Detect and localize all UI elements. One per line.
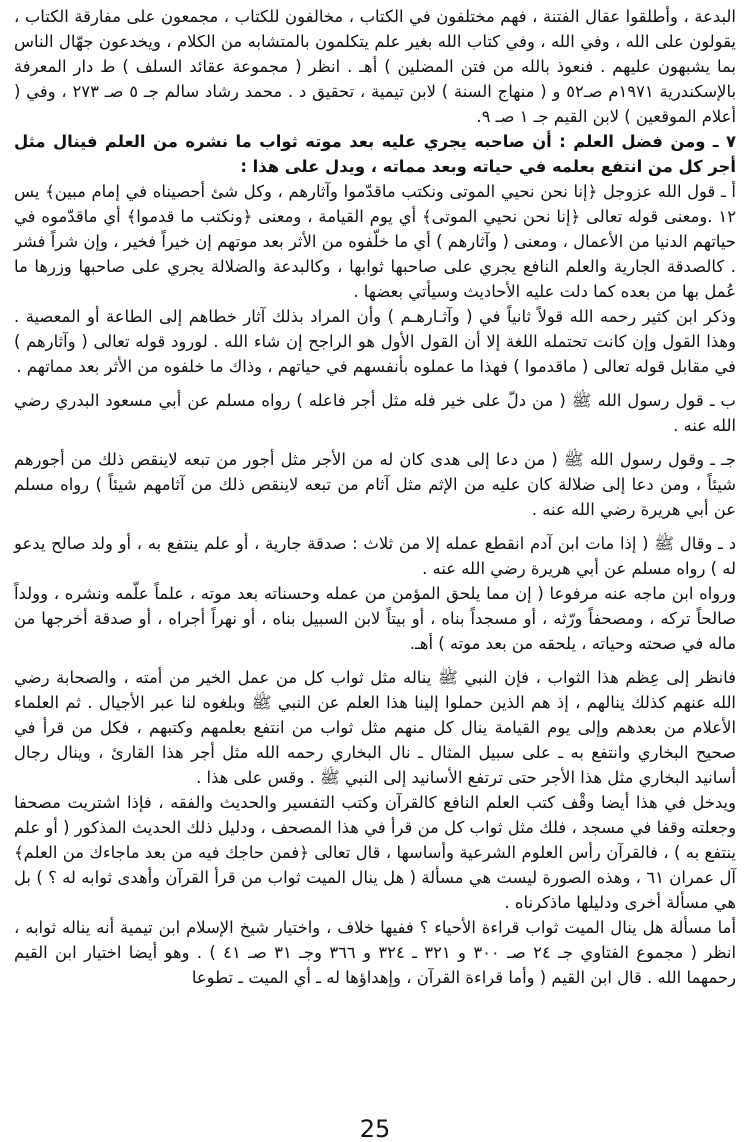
paragraph-evidence-b: ب ـ قول رسول الله ﷺ ( من دلّ على خير فله مثل أجر فاعله ) رواه مسلم عن أبي مسعود البدري رضي الله عنه . bbox=[14, 391, 736, 435]
body-text bbox=[14, 4, 736, 990]
paragraph-point-7: ٧ ـ ومن فضل العلم : أن صاحبه يجري عليه بعد موته ثواب ما نشره من العلم فينال مثل أجر كل من انتفع بعلمه في حياته وبعد مماته ، ويدل على هذا : bbox=[14, 132, 736, 176]
paragraph-evidence-a: أ ـ قول الله عزوجل ﴿إنا نحن نحيي الموتى ونكتب ماقدّموا وآثارهم ، وكل شئ أحصيناه في إمام مبين﴾ يس ١٢ .ومعنى قوله تعالى ﴿إنا نحن نحيي الموتى﴾ أي يوم القيامة ، ومعنى ﴿ونكتب ما قدموا﴾ أي ماقدّموه في حياتهم الدنيا من الأعمال ، ومعنى ( وآثارهم ) أي ما خلّفوه من الأثر بعد موتهم إن خيراً فخير ، وإن شراً فشر . كالصدقة الجارية والعلم النافع يجري على صاحبها ثوابها ، وكالبدعة والضلالة يجري على صاحبها وزرها ما عُمل بها من بعده كما دلت عليه الأحاديث وسيأتي بعضها . bbox=[14, 182, 736, 301]
page-number: 25 bbox=[359, 1115, 391, 1142]
paragraph-reward: فانظر إلى عِظم هذا الثواب ، فإن النبي ﷺ يناله مثل ثواب كل من عمل الخير من أمته ، والصحابة رضي الله عنهم كذلك ينالهم ، إذ هم الذين حملوا إلينا هذا العلم عن النبي ﷺ وبلغوه لنا عبر الأجيال . ثم العلماء الأعلام من بعدهم وإلى يوم القيامة ينال كل منهم مثل ثواب من انتفع بعلمهم وكتبهم ، فكل من قرأ في صحيح البخاري وانتفع به ـ على سبيل المثال ـ نال البخاري رحمه الله مثل أجر هذا القارئ ، وينال رجال أسانيد البخاري مثل هذا الأجر حتى ترتفع الأسانيد إلى النبي ﷺ . وقس على هذا . bbox=[14, 668, 736, 787]
paragraph-ibn-kathir: وذكر ابن كثير رحمه الله قولاً ثانياً في ( وآثـارهـم ) وأن المراد بذلك آثار خطاهم إلى الطاعة أو المعصية . وهذا القول وإن كانت تحتمله اللغة إلا أن القول الأول هو الراجح إن شاء الله . لورود قوله تعالى ( وآثارهم ) في مقابل قوله تعالى ( ماقدموا ) فهذا ما عملوه بأنفسهم في حياتهم ، وذاك ما خلفوه من الأثر بعد مماتهم . bbox=[14, 307, 736, 376]
paragraph-recitation: أما مسألة هل ينال الميت ثواب قراءة الأحياء ؟ ففيها خلاف ، واختيار شيخ الإسلام ابن تيمية أنه يناله ثوابه ، انظر ( مجموع الفتاوي جـ ٢٤ صـ ٣٠٠ و ٣٢١ ـ ٣٢٤ و ٣٦٦ وجـ ٣١ صـ ٤١ ) . وهو أيضا اختيار ابن القيم رحمهما الله . قال ابن القيم ( وأما قراءة القرآن ، وإهداؤها له ـ أي الميت ـ تطوعا bbox=[14, 918, 737, 987]
paragraph-evidence-c: جـ ـ وقول رسول الله ﷺ ( من دعا إلى هدى كان له من الأجر مثل أجور من تبعه لاينقص ذلك من أجورهم شيئاً ، ومن دعا إلى ضلالة كان عليه من الإثم مثل آثام من تبعه لاينقص ذلك من آثامهم شيئاً ) رواه مسلم عن أبي هريرة رضي الله عنه . bbox=[14, 450, 736, 519]
paragraph-evidence-d: د ـ وقال ﷺ ( إذا مات ابن آدم انقطع عمله إلا من ثلاث : صدقة جارية ، أو علم ينتفع به ، أو ولد صالح يدعو له ) رواه مسلم عن أبي هريرة رضي الله عنه . bbox=[14, 534, 736, 578]
paragraph-ibn-majah: ورواه ابن ماجه عنه مرفوعا ( إن مما يلحق المؤمن من عمله وحسناته بعد موته ، علماً علّمه ونشره ، وولداً صالحاً تركه ، ومصحفاً ورّثه ، أو مسجداً بناه ، أو بيتاً لابن السبيل بناه ، أو نهراً أجراه ، أو صدقة أخرجها من ماله في صحته وحياته ، يلحقه من بعد موته ) أهـ. bbox=[14, 584, 736, 653]
paragraph-quote-end: البدعة ، وأطلقوا عقال الفتنة ، فهم مختلفون في الكتاب ، مخالفون للكتاب ، مجمعون على مفارقة الكتاب ، يقولون على الله ، وفي الله ، وفي كتاب الله بغير علم يتكلمون بالمتشابه من الكلام ، ويخدعون جهّال الناس بما يشبهون عليهم . فنعوذ بالله من فتن المضلين ) أهـ . انظر ( مجموعة عقائد السلف ) ط دار المعرفة بالإسكندرية ١٩٧١م صـ٥٢ و ( منهاج السنة ) لابن تيمية ، تحقيق د . محمد رشاد سالم جـ ٥ صـ ٢٧٣ ، وفي ( أعلام الموقعين ) لابن القيم جـ ١ صـ ٩. bbox=[14, 7, 737, 126]
paragraph-waqf: ويدخل في هذا أيضا وقْف كتب العلم النافع كالقرآن وكتب التفسير والحديث والفقه ، فإذا اشتريت مصحفا وجعلته وقفا في مسجد ، فلك مثل ثواب كل من قرأ في هذا المصحف ، ودليل ذلك الحديث المذكور ( أو علم ينتفع به ) ، فالقرآن رأس العلوم الشرعية وأساسها ، قال تعالى ﴿فمن حاجك فيه من بعد ماجاءك من العلم﴾ آل عمران ٦١ ، وهذه الصورة ليست هي مسألة ( هل ينال الميت ثواب من قرأ القرآن وأهدى ثوابه له ؟ ) بل هي مسألة أخرى ودليلها ماذكرناه . bbox=[14, 793, 736, 912]
